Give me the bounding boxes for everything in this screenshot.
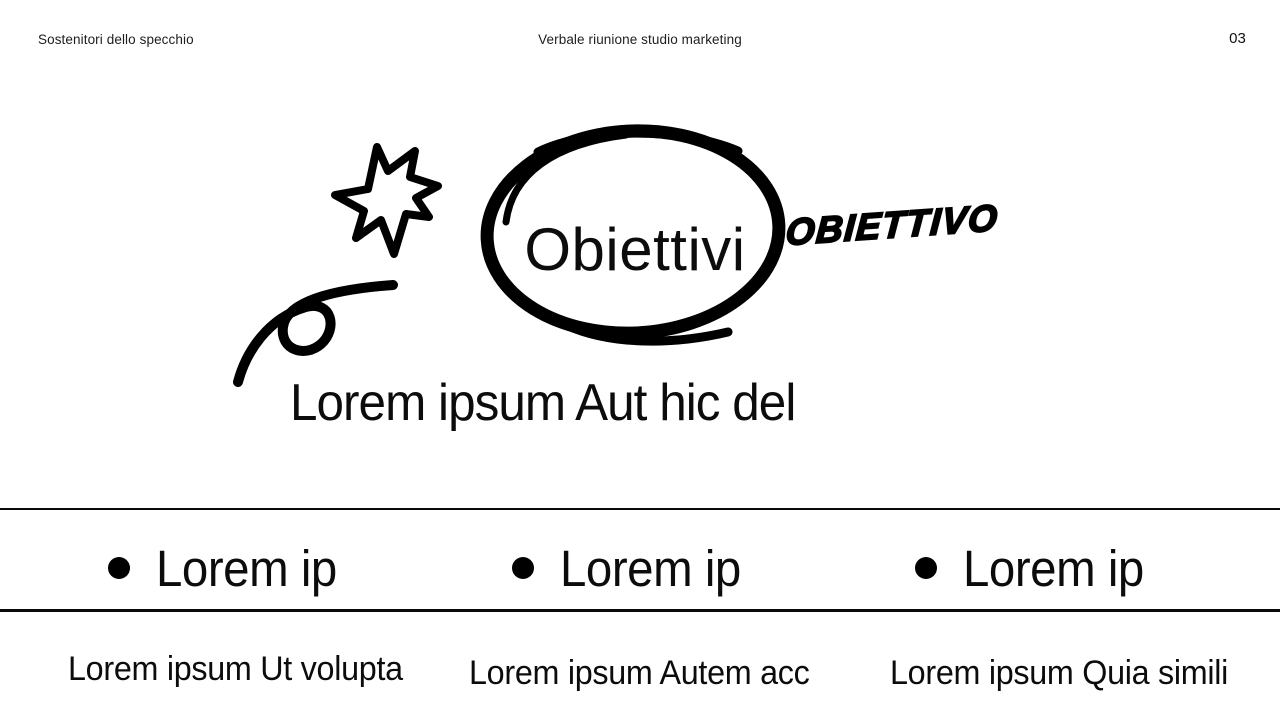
bullet-dot-icon [915,557,937,579]
page-number: 03 [1229,30,1246,47]
swoosh-loop-doodle-icon [226,274,400,388]
bullet-item [108,539,350,597]
footer-item-label: Lorem ipsum Ut volupta [68,650,403,688]
bullet-label: Lorem ip [963,539,1144,597]
bullet-item [512,539,754,597]
divider-line-bottom [0,609,1280,612]
divider-line-top [0,508,1280,510]
bullet-label: Lorem ip [156,539,337,597]
bullet-item [915,539,1157,597]
bullet-dot-icon [108,557,130,579]
bullet-label: Lorem ip [560,539,741,597]
header-left-label: Sostenitori dello specchio [38,32,194,47]
footer-item-label: Lorem ipsum Quia simili [890,654,1229,692]
circled-title: Obiettivi [524,216,746,283]
bullet-dot-icon [512,557,534,579]
header-center-title: Verbale riunione studio marketing [538,32,742,47]
marker-label: OBIETTIVO [784,196,1000,254]
starburst-doodle-icon [331,141,445,259]
footer-item-label: Lorem ipsum Autem acc [469,654,810,692]
hero-subtitle: Lorem ipsum Aut hic del [290,374,796,432]
